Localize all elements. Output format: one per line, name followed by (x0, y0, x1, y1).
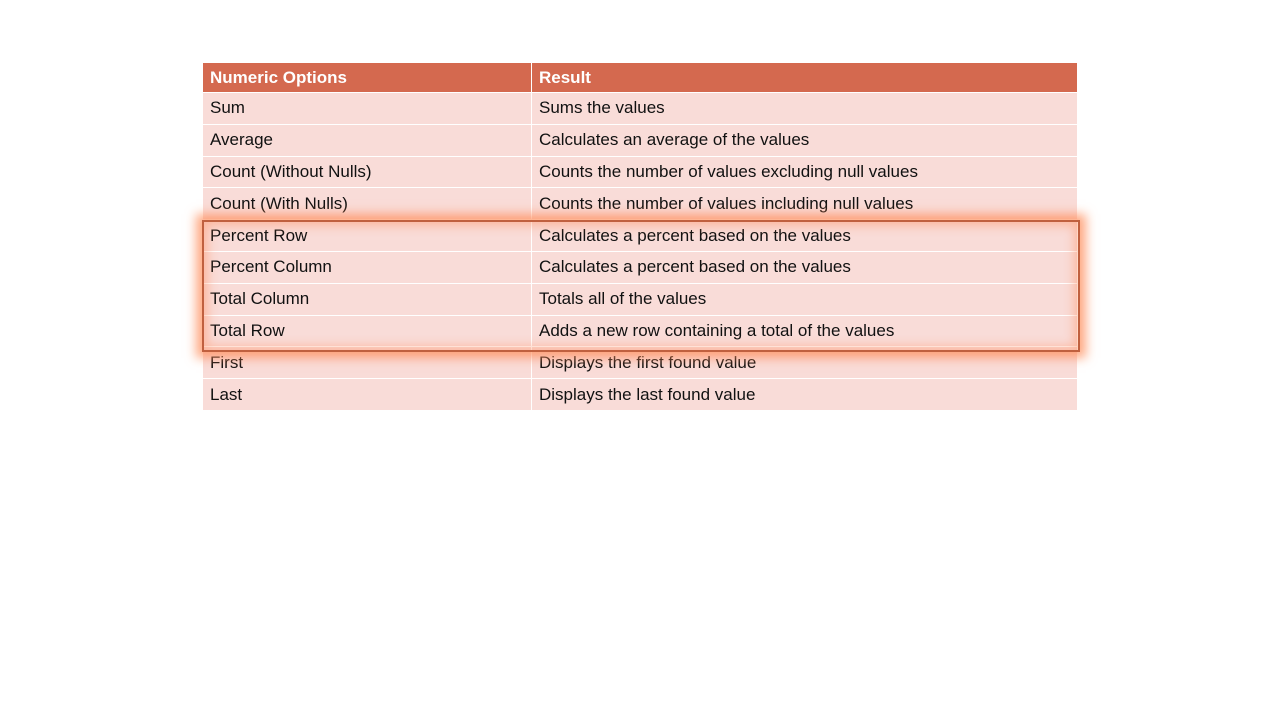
table-row (203, 188, 1078, 220)
table-row (203, 93, 1078, 125)
option-cell: Last (203, 379, 532, 411)
option-cell: Sum (203, 93, 532, 125)
table-row (203, 283, 1078, 315)
result-cell: Counts the number of values including null values (532, 188, 1078, 220)
result-cell: Calculates a percent based on the values (532, 251, 1078, 283)
result-cell: Calculates an average of the values (532, 124, 1078, 156)
table-row (203, 220, 1078, 252)
header-result: Result (532, 63, 1078, 93)
table-header-row (203, 63, 1078, 93)
table-row (203, 379, 1078, 411)
option-cell: Percent Row (203, 220, 532, 252)
option-cell: Average (203, 124, 532, 156)
result-cell: Displays the last found value (532, 379, 1078, 411)
result-cell: Sums the values (532, 93, 1078, 125)
table-row (203, 124, 1078, 156)
header-numeric-options: Numeric Options (203, 63, 532, 93)
numeric-options-table (202, 62, 1078, 411)
result-cell: Counts the number of values excluding null values (532, 156, 1078, 188)
result-cell: Displays the first found value (532, 347, 1078, 379)
table-row (203, 347, 1078, 379)
option-cell: First (203, 347, 532, 379)
table-row (203, 251, 1078, 283)
option-cell: Total Column (203, 283, 532, 315)
table-row (203, 315, 1078, 347)
result-cell: Totals all of the values (532, 283, 1078, 315)
option-cell: Total Row (203, 315, 532, 347)
table-row (203, 156, 1078, 188)
option-cell: Count (Without Nulls) (203, 156, 532, 188)
result-cell: Adds a new row containing a total of the values (532, 315, 1078, 347)
result-cell: Calculates a percent based on the values (532, 220, 1078, 252)
option-cell: Percent Column (203, 251, 532, 283)
option-cell: Count (With Nulls) (203, 188, 532, 220)
